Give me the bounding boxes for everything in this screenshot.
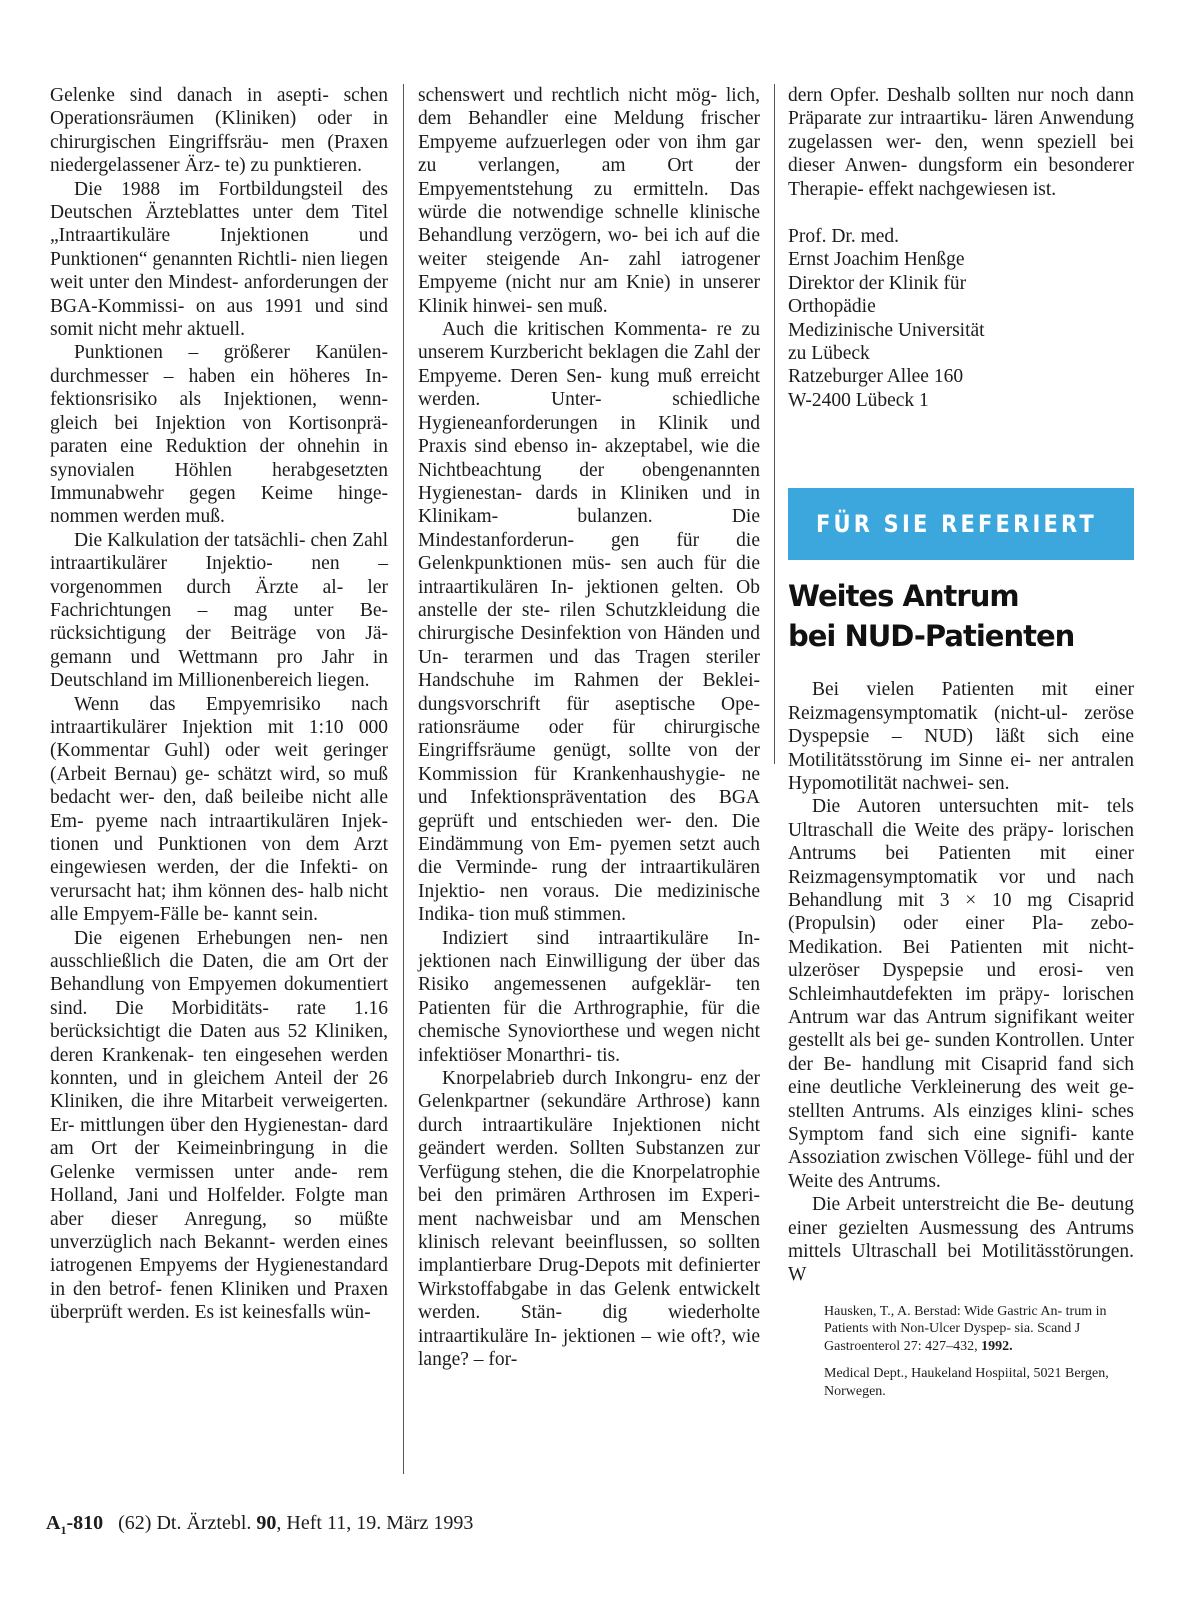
paragraph: Punktionen – größerer Kanülen- durchmesser – haben ein höheres In- fektionsrisiko als Injektionen, wenn- gleich bei Injektion von Kortisonprä- paraten eine Reduktion der ohnehin in synovialen Höhlen herabgesetzten Immunabwehr gegen Keime hinge- nommen werden muß.: [50, 342, 388, 528]
paragraph: Die Kalkulation der tatsächli- chen Zahl intraartikulärer Injektio- nen – vorgenommen durch Ärzte al- ler Fachrichtungen – mag unter Be- rücksichtigung der Beiträge von Jä- gemann und Wettmann pro Jahr in Deutschland im Millionenbereich liegen.: [50, 529, 388, 692]
signature-line: Prof. Dr. med.: [788, 226, 900, 248]
author-signature: [788, 225, 1134, 412]
paragraph: dern Opfer. Deshalb sollten nur noch dann Präparate zur intraartiku- lären Anwendung zugelassen wer- den, wenn speziell bei dieser Anwen- dungsform ein besonderer Therapie- effekt nachgewiesen ist.: [788, 85, 1134, 200]
column-1: [50, 84, 388, 1325]
paragraph: Gelenke sind danach in asepti- schen Operationsräumen (Kliniken) oder in chirurgischen Eingriffsräu- men (Praxen niedergelassener Ärz- te) zu punktieren.: [50, 85, 388, 177]
paragraph: Knorpelabrieb durch Inkongru- enz der Gelenkpartner (sekundäre Arthrose) kann durch intraartikuläre Injektionen nicht geändert werden. Sollten Substanzen zur Verfügung stehen, die die Knorpelatrophie bei den primären Arthrosen im Experi- ment nachweisbar und am Menschen klinisch relevant beeinflussen, so sollten implantierbare Drug-Depots mit definierter Wirkstoffabgabe in das Gelenk entwickelt werden. Stän- dig wiederholte intraartikuläre In- jektionen – wie oft?, wie lange? – for-: [418, 1068, 760, 1370]
paragraph: Indiziert sind intraartikuläre In- jektionen nach Einwilligung der über das Risiko angemessenen aufgeklär- ten Patienten für die Arthrographie, für die chemische Synoviorthese und wegen nicht infektiöser Monarthri- tis.: [418, 927, 760, 1066]
section-banner-label: FÜR SIE REFERIERT: [816, 509, 1097, 538]
article-headline: [788, 576, 1134, 656]
column-3: [788, 84, 1134, 1410]
journal-issue: , Heft 11, 19. März 1993: [276, 1512, 474, 1534]
paragraph: Die Autoren untersuchten mit- tels Ultraschall die Weite des präpy- lorischen Antrums bei Patienten mit einer Reizmagensymptomatik vor und nach Behandlung mit 3 × 10 mg Cisaprid (Propulsin) oder einer Pla- zebo-Medikation. Bei Patienten mit nicht-ulzeröser Dyspepsie und erosi- ven Schleimhautdefekten im präpy- lorischen Antrum war das Antrum signifikant weiter gestellt als bei ge- sunden Kontrollen. Unter der Be- handlung mit Cisaprid fand sich eine deutliche Verkleinerung des weit ge- stellten Antrums. Als einziges klini- sches Symptom fand sich eine signifi- kante Assoziation zwischen Völlege- fühl und der Weite des Antrums.: [788, 796, 1134, 1192]
journal-volume: 90: [256, 1512, 277, 1534]
reference-citation: [824, 1303, 1134, 1356]
reference-block: [788, 1303, 1134, 1401]
signature-line: Ratzeburger Allee 160: [788, 366, 964, 388]
signature-line: Orthopädie: [788, 296, 876, 318]
column-2: [418, 84, 760, 1371]
page-footer: [46, 1512, 473, 1538]
signature-line: W-2400 Lübeck 1: [788, 389, 929, 411]
citation-text: Hausken, T., A. Berstad: Wide Gastric An- trum in Patients with Non-Ulcer Dyspep- sia. Scand J Gastroenterol 27: 427–432,: [824, 1303, 1107, 1354]
column-divider: [774, 84, 775, 764]
page-number: $A_1-810$: [46, 1512, 104, 1537]
paragraph: Die 1988 im Fortbildungsteil des Deutschen Ärzteblattes unter dem Titel „Intraartikuläre Injektionen und Punktionen“ genannten Richtli- nien liegen weit unter den Mindest- anforderungen der BGA-Kommissi- on aus 1991 und sind somit nicht mehr aktuell.: [50, 178, 388, 341]
paragraph: Auch die kritischen Kommenta- re zu unserem Kurzbericht beklagen die Zahl der Empyeme. Deren Sen- kung muß erreicht werden. Unter- schiedliche Hygieneanforderungen in Klinik und Praxis sind ebenso in- akzeptabel, wie die Nichtbeachtung der obengenannten Hygienestan- dards in Kliniken und in Klinikam- bulanzen. Die Mindestanforderun- gen für die Gelenkpunktionen müs- sen auch für die intraartikulären In- jektionen gelten. Ob anstelle der ste- rilen Schutzkleidung die chirurgische Desinfektion von Händen und Un- terarmen und das Tragen steriler Handschuhe im Rahmen der Beklei- dungsvorschrift für aseptische Ope- rationsräume oder für chirurgische Eingriffsräume genügt, sollte von der Kommission für Krankenhaushygie- ne und Infektionspräventation des BGA geprüft und entschieden wer- den. Die Eindämmung von Em- pyemen setzt auch die Verminde- rung der intraartikulären Injektio- nen voraus. Die medizinische Indika- tion muß stimmen.: [418, 319, 760, 926]
signature-line: zu Lübeck: [788, 343, 870, 365]
signature-line: Direktor der Klinik für: [788, 272, 967, 294]
paragraph: Die Arbeit unterstreicht die Be- deutung einer gezielten Ausmessung des Antrums mittels Ultraschall bei Motilitässtörungen. W: [788, 1194, 1134, 1286]
citation-year: 1992.: [981, 1338, 1013, 1354]
headline-line: Weites Antrum: [788, 579, 1019, 614]
reference-address: Medical Dept., Haukeland Hospiital, 5021 Bergen, Norwegen.: [824, 1366, 1109, 1399]
headline-line: bei NUD-Patienten: [788, 619, 1075, 654]
journal-ref: (62) Dt. Ärztebl.: [118, 1512, 252, 1534]
paragraph: Die eigenen Erhebungen nen- nen ausschließlich die Daten, die am Ort der Behandlung von Empyemen dokumentiert sind. Die Morbiditäts- rate 1.16 berücksichtigt die Daten aus 52 Kliniken, deren Krankenak- ten eingesehen werden konnten, und in gleichem Anteil der 26 Kliniken, die ihre Mitarbeit verweigerten. Er- mittlungen über den Hygienestan- dard am Ort der Keimeinbringung in die Gelenke vermissen unter ande- rem Holland, Jani und Holfelder. Folgte man aber dieser Anregung, so müßte unverzüglich nach Bekannt- werden eines iatrogenen Empyems der Hygienestandard in den betrof- fenen Kliniken und Praxen überprüft werden. Es ist keinesfalls wün-: [50, 927, 388, 1324]
signature-line: Medizinische Universität: [788, 319, 985, 341]
paragraph: schenswert und rechtlich nicht mög- lich, dem Behandler eine Meldung frischer Empyeme aufzuerlegen oder von ihm gar zu verlangen, am Ort der Empyementstehung zu ermitteln. Das würde die notwendige schnelle klinische Behandlung verzögern, wo- bei ich auf die weiter steigende An- zahl iatrogener Empyeme (nicht nur am Knie) in unserer Klinik hinwei- sen muß.: [418, 85, 760, 317]
section-banner: [788, 488, 1134, 560]
column-divider: [403, 84, 404, 1474]
signature-line: Ernst Joachim Henßge: [788, 249, 965, 271]
paragraph: Wenn das Empyemrisiko nach intraartikulärer Injektion mit 1:10 000 (Kommentar Guhl) oder weit geringer (Arbeit Bernau) ge- schätzt wird, so muß bedacht wer- den, daß beileibe nicht alle Em- pyeme nach intraartikulären Injek- tionen und Punktionen von dem Arzt eingewiesen werden, der die Infekti- on verursacht hat; ihm können des- halb nicht alle Empyem-Fälle be- kannt sein.: [50, 693, 388, 926]
paragraph: Bei vielen Patienten mit einer Reizmagensymptomatik (nicht-ul- zeröse Dyspepsie – NUD) läßt sich eine Motilitätsstörung im Sinne ei- ner antralen Hypomotilität nachwei- sen.: [788, 679, 1134, 794]
